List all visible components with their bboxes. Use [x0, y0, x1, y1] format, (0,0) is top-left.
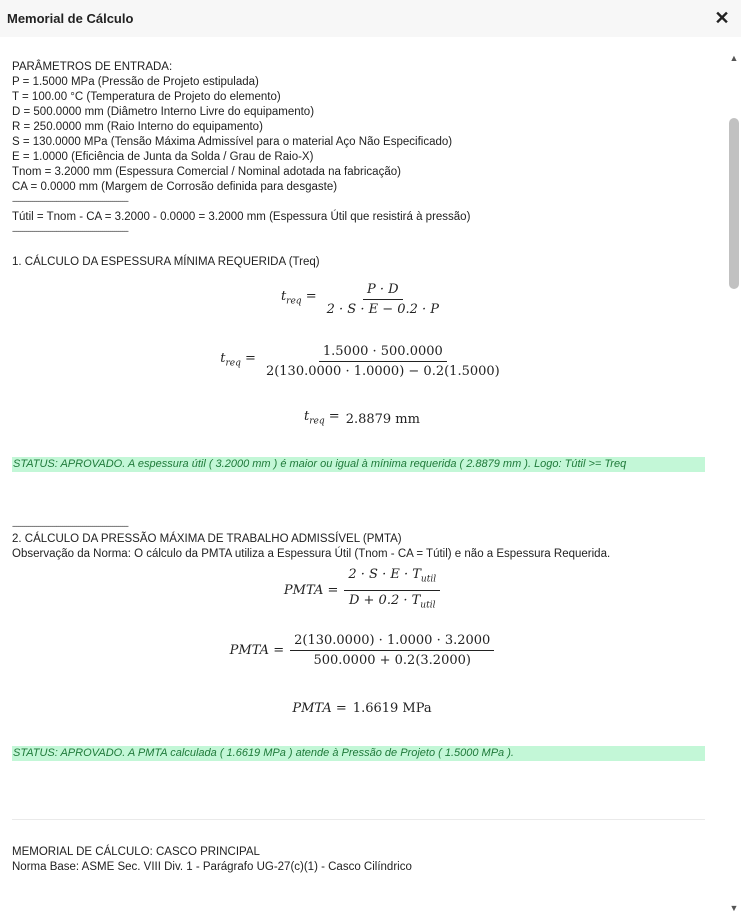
- equals-sign: =: [245, 350, 256, 366]
- modal-header: [0, 0, 741, 37]
- param-line: D = 500.0000 mm (Diâmetro Interno Livre do equipamento): [12, 106, 315, 118]
- treq-formula-substituted: [12, 343, 712, 379]
- pmta-label: PMTA: [229, 642, 270, 658]
- pmta-numerator-text: 2 · S · E · T: [348, 566, 421, 582]
- scroll-up-icon[interactable]: ▲: [729, 53, 739, 63]
- tutil-line: Tútil = Tnom - CA = 3.2000 - 0.0000 = 3.2000 mm (Espessura Útil que resistirá à pressão): [12, 211, 471, 223]
- treq-subscript: req: [309, 416, 325, 427]
- treq-formula-general: [12, 273, 712, 325]
- param-line: E = 1.0000 (Eficiência de Junta da Solda / Grau de Raio-X): [12, 151, 314, 163]
- param-line: P = 1.5000 MPa (Pressão de Projeto estipulada): [12, 76, 259, 88]
- treq-sub-numerator: 1.5000 · 500.0000: [319, 344, 447, 362]
- pmta-numerator-sub: util: [420, 574, 437, 585]
- treq-subscript: req: [286, 296, 302, 307]
- equals-sign: =: [327, 582, 339, 598]
- close-icon[interactable]: ✕: [714, 8, 730, 28]
- treq-sub-denominator: 2(130.0000 · 1.0000) − 0.2(1.5000): [265, 363, 500, 379]
- pmta-denominator: [345, 591, 440, 614]
- param-line: R = 250.0000 mm (Raio Interno do equipamento): [12, 121, 263, 133]
- section3-subheading: Norma Base: ASME Sec. VIII Div. 1 - Parágrafo UG-27(c)(1) - Casco Cilíndrico: [12, 861, 412, 873]
- equals-sign: =: [273, 642, 285, 658]
- param-line: S = 130.0000 MPa (Tensão Máxima Admissível para o material Aço Não Especificado): [12, 136, 453, 148]
- memorial-content: [12, 60, 712, 875]
- param-line: CA = 0.0000 mm (Margem de Corrosão definida para desgaste): [12, 181, 338, 193]
- pmta-result: [12, 698, 712, 718]
- status-badge: STATUS: APROVADO. A espessura útil ( 3.2000 mm ) é maior ou igual à mínima requerida ( 2.8879 mm ). Logo: Tútil >= Treq: [12, 457, 705, 472]
- pmta-sub-denominator: 500.0000 + 0.2(3.2000): [313, 652, 471, 668]
- treq-symbol: t: [280, 288, 287, 304]
- equals-sign: =: [328, 408, 340, 424]
- treq-subscript: req: [225, 358, 241, 369]
- pmta-numerator: [344, 567, 440, 591]
- pmta-label: PMTA: [283, 582, 324, 598]
- section2-heading: 2. CÁLCULO DA PRESSÃO MÁXIMA DE TRABALHO ADMISSÍVEL (PMTA): [12, 533, 402, 545]
- pmta-result-value: 1.6619 MPa: [352, 700, 432, 716]
- separator: ----------------------------------------------------------: [12, 521, 128, 531]
- pmta-label: PMTA: [292, 700, 332, 716]
- param-line: T = 100.00 °C (Temperatura de Projeto do elemento): [12, 91, 281, 103]
- treq-denominator: 2 · S · E − 0.2 · P: [326, 301, 440, 317]
- section2-note: Observação da Norma: O cálculo da PMTA utiliza a Espessura Útil (Tnom - CA = Tútil) e não a Espessura Requerida.: [12, 548, 611, 560]
- scroll-down-icon[interactable]: ▼: [729, 903, 739, 913]
- scrollbar-thumb[interactable]: [729, 118, 739, 289]
- pmta-denominator-sub: util: [420, 600, 436, 611]
- treq-numerator: P · D: [363, 282, 403, 300]
- pmta-formula-general: [12, 564, 712, 616]
- separator: ----------------------------------------------------------: [12, 196, 128, 206]
- modal-title: Memorial de Cálculo: [7, 11, 134, 26]
- treq-result: [12, 409, 712, 429]
- pmta-sub-numerator: 2(130.0000) · 1.0000 · 3.2000: [290, 633, 494, 651]
- treq-symbol: t: [220, 350, 226, 366]
- status-badge: STATUS: APROVADO. A PMTA calculada ( 1.6619 MPa ) atende à Pressão de Projeto ( 1.5000 MPa ).: [12, 746, 705, 761]
- equals-sign: =: [335, 700, 347, 716]
- treq-result-value: 2.8879 mm: [345, 411, 420, 427]
- pmta-symbol: [284, 583, 338, 598]
- param-line: Tnom = 3.2000 mm (Espessura Comercial / Nominal adotada na fabricação): [12, 166, 401, 178]
- params-heading: PARÂMETROS DE ENTRADA:: [12, 61, 173, 73]
- treq-symbol: t: [304, 408, 310, 424]
- pmta-formula-substituted: [12, 632, 712, 668]
- separator: ----------------------------------------------------------: [12, 226, 128, 236]
- pmta-denominator-text: D + 0.2 · T: [348, 592, 421, 608]
- section1-heading: 1. CÁLCULO DA ESPESSURA MÍNIMA REQUERIDA (Treq): [12, 256, 320, 268]
- section3-heading: MEMORIAL DE CÁLCULO: CASCO PRINCIPAL: [12, 846, 260, 858]
- equals-sign: =: [305, 288, 317, 304]
